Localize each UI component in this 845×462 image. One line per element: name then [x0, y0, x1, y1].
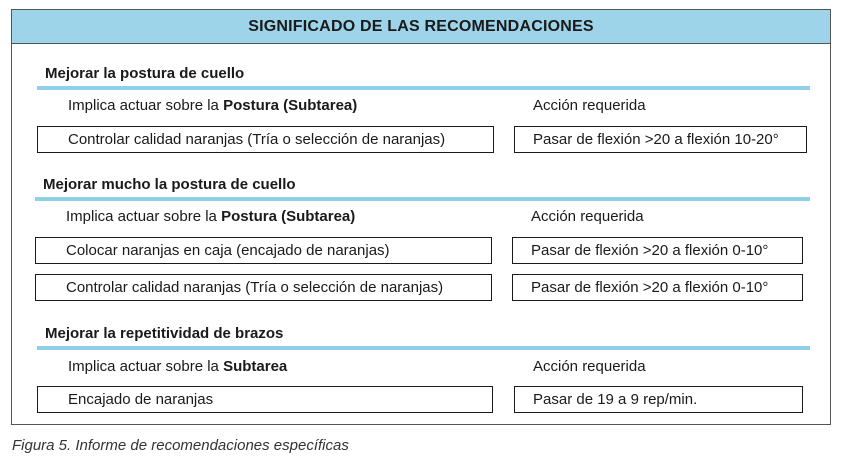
accion-requerida-label: Acción requerida	[531, 208, 644, 225]
subtask-box: Controlar calidad naranjas (Tría o selección de naranjas)	[35, 274, 492, 301]
subtask-box: Colocar naranjas en caja (encajado de naranjas)	[35, 237, 492, 264]
implica-label: Implica actuar sobre la Subtarea	[68, 358, 288, 375]
accion-requerida-label: Acción requerida	[533, 97, 646, 114]
action-box: Pasar de flexión >20 a flexión 0-10°	[512, 274, 803, 301]
implica-label: Implica actuar sobre la Postura (Subtarea)	[66, 208, 356, 225]
section-title-neck-posture-much: Mejorar mucho la postura de cuello	[43, 176, 296, 193]
section-title-arm-repetitiveness: Mejorar la repetitividad de brazos	[45, 325, 284, 342]
action-box: Pasar de 19 a 9 rep/min.	[514, 386, 803, 413]
accion-requerida-label: Acción requerida	[533, 358, 646, 375]
action-box: Pasar de flexión >20 a flexión 0-10°	[512, 237, 803, 264]
subtask-box: Encajado de naranjas	[37, 386, 493, 413]
action-box: Pasar de flexión >20 a flexión 10-20°	[514, 126, 807, 153]
section-divider	[35, 197, 810, 201]
panel-header-title: SIGNIFICADO DE LAS RECOMENDACIONES	[12, 10, 830, 44]
section-divider	[37, 86, 810, 90]
section-divider	[37, 346, 810, 350]
implica-label: Implica actuar sobre la Postura (Subtarea)	[68, 97, 358, 114]
figure-caption: Figura 5. Informe de recomendaciones específicas	[12, 437, 349, 454]
section-title-neck-posture: Mejorar la postura de cuello	[45, 65, 245, 82]
subtask-box: Controlar calidad naranjas (Tría o selección de naranjas)	[37, 126, 494, 153]
